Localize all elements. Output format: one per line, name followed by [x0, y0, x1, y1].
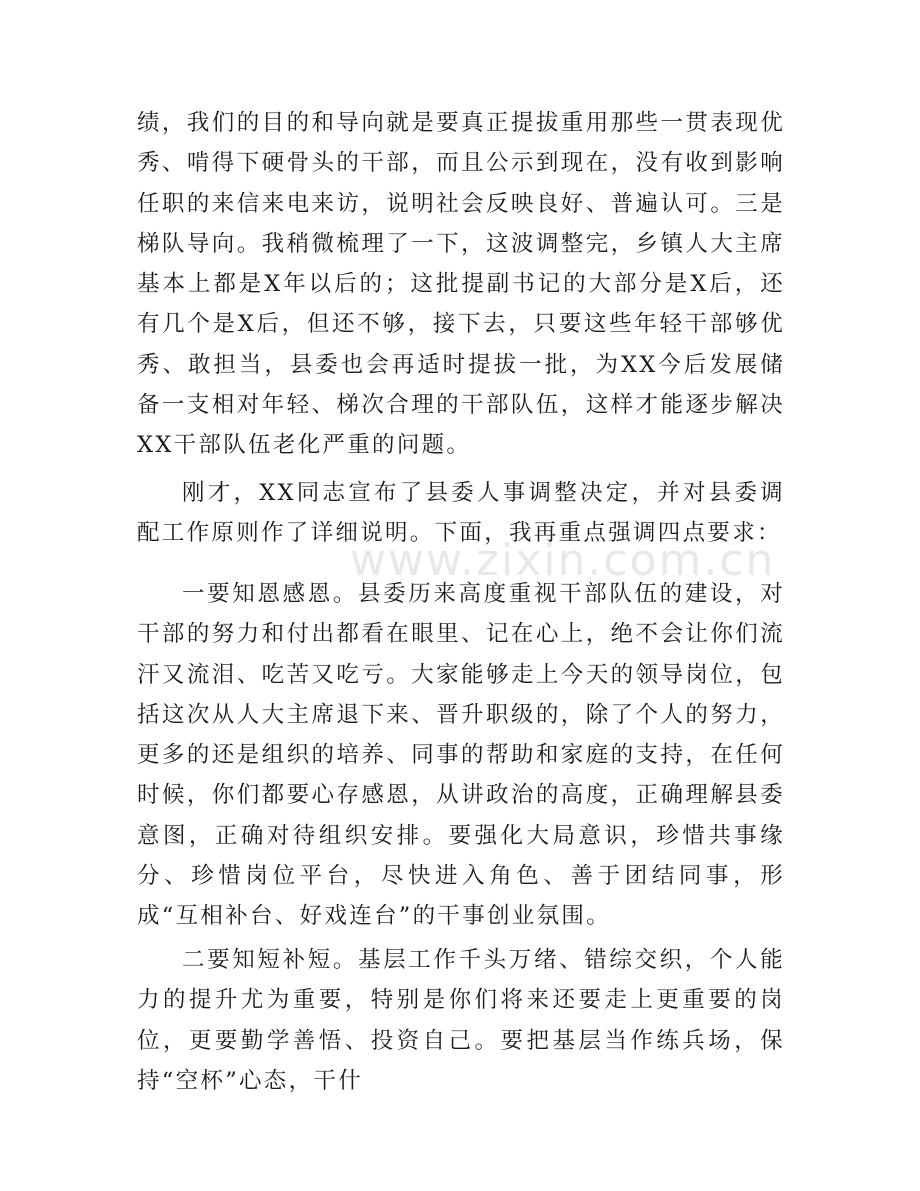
paragraph-announcement [137, 473, 785, 554]
paragraph-requirement-one [137, 574, 785, 937]
paragraph-requirement-two [137, 940, 785, 1101]
paragraph-4-text: 二要知短补短。基层工作千头万绪、错综交织，个人能力的提升尤为重要，特别是你们将来还要走上更重要的岗位，更要勤学善悟、投资自己。要把基层当作练兵场，保持“空杯”心态，干什 [137, 947, 785, 1094]
paragraph-2-text: 刚才，XX同志宣布了县委人事调整决定，并对县委调配工作原则作了详细说明。下面，我再重点强调四点要求： [137, 480, 785, 547]
watermark: www.zixin.com.cn [350, 535, 776, 586]
paragraph-continued [137, 103, 785, 466]
paragraph-1-text: 绩，我们的目的和导向就是要真正提拔重用那些一贯表现优秀、啃得下硬骨头的干部，而且公示到现在，没有收到影响任职的来信来电来访，说明社会反映良好、普遍认可。三是梯队导向。我稍微梳理了一下，这波调整完，乡镇人大主席基本上都是X年以后的；这批提副书记的大部分是X后，还有几个是X后，但还不够，接下去，只要这些年轻干部够优秀、敢担当，县委也会再适时提拔一批，为XX今后发展储备一支相对年轻、梯次合理的干部队伍，这样才能逐步解决XX干部队伍老化严重的问题。 [137, 110, 785, 459]
paragraph-3-text: 一要知恩感恩。县委历来高度重视干部队伍的建设，对干部的努力和付出都看在眼里、记在心上，绝不会让你们流汗又流泪、吃苦又吃亏。大家能够走上今天的领导岗位，包括这次从人大主席退下来、晋升职级的，除了个人的努力，更多的还是组织的培养、同事的帮助和家庭的支持，在任何时候，你们都要心存感恩，从讲政治的高度，正确理解县委意图，正确对待组织安排。要强化大局意识，珍惜共事缘分、珍惜岗位平台，尽快进入角色、善于团结同事，形成“互相补台、好戏连台”的干事创业氛围。 [137, 581, 785, 930]
